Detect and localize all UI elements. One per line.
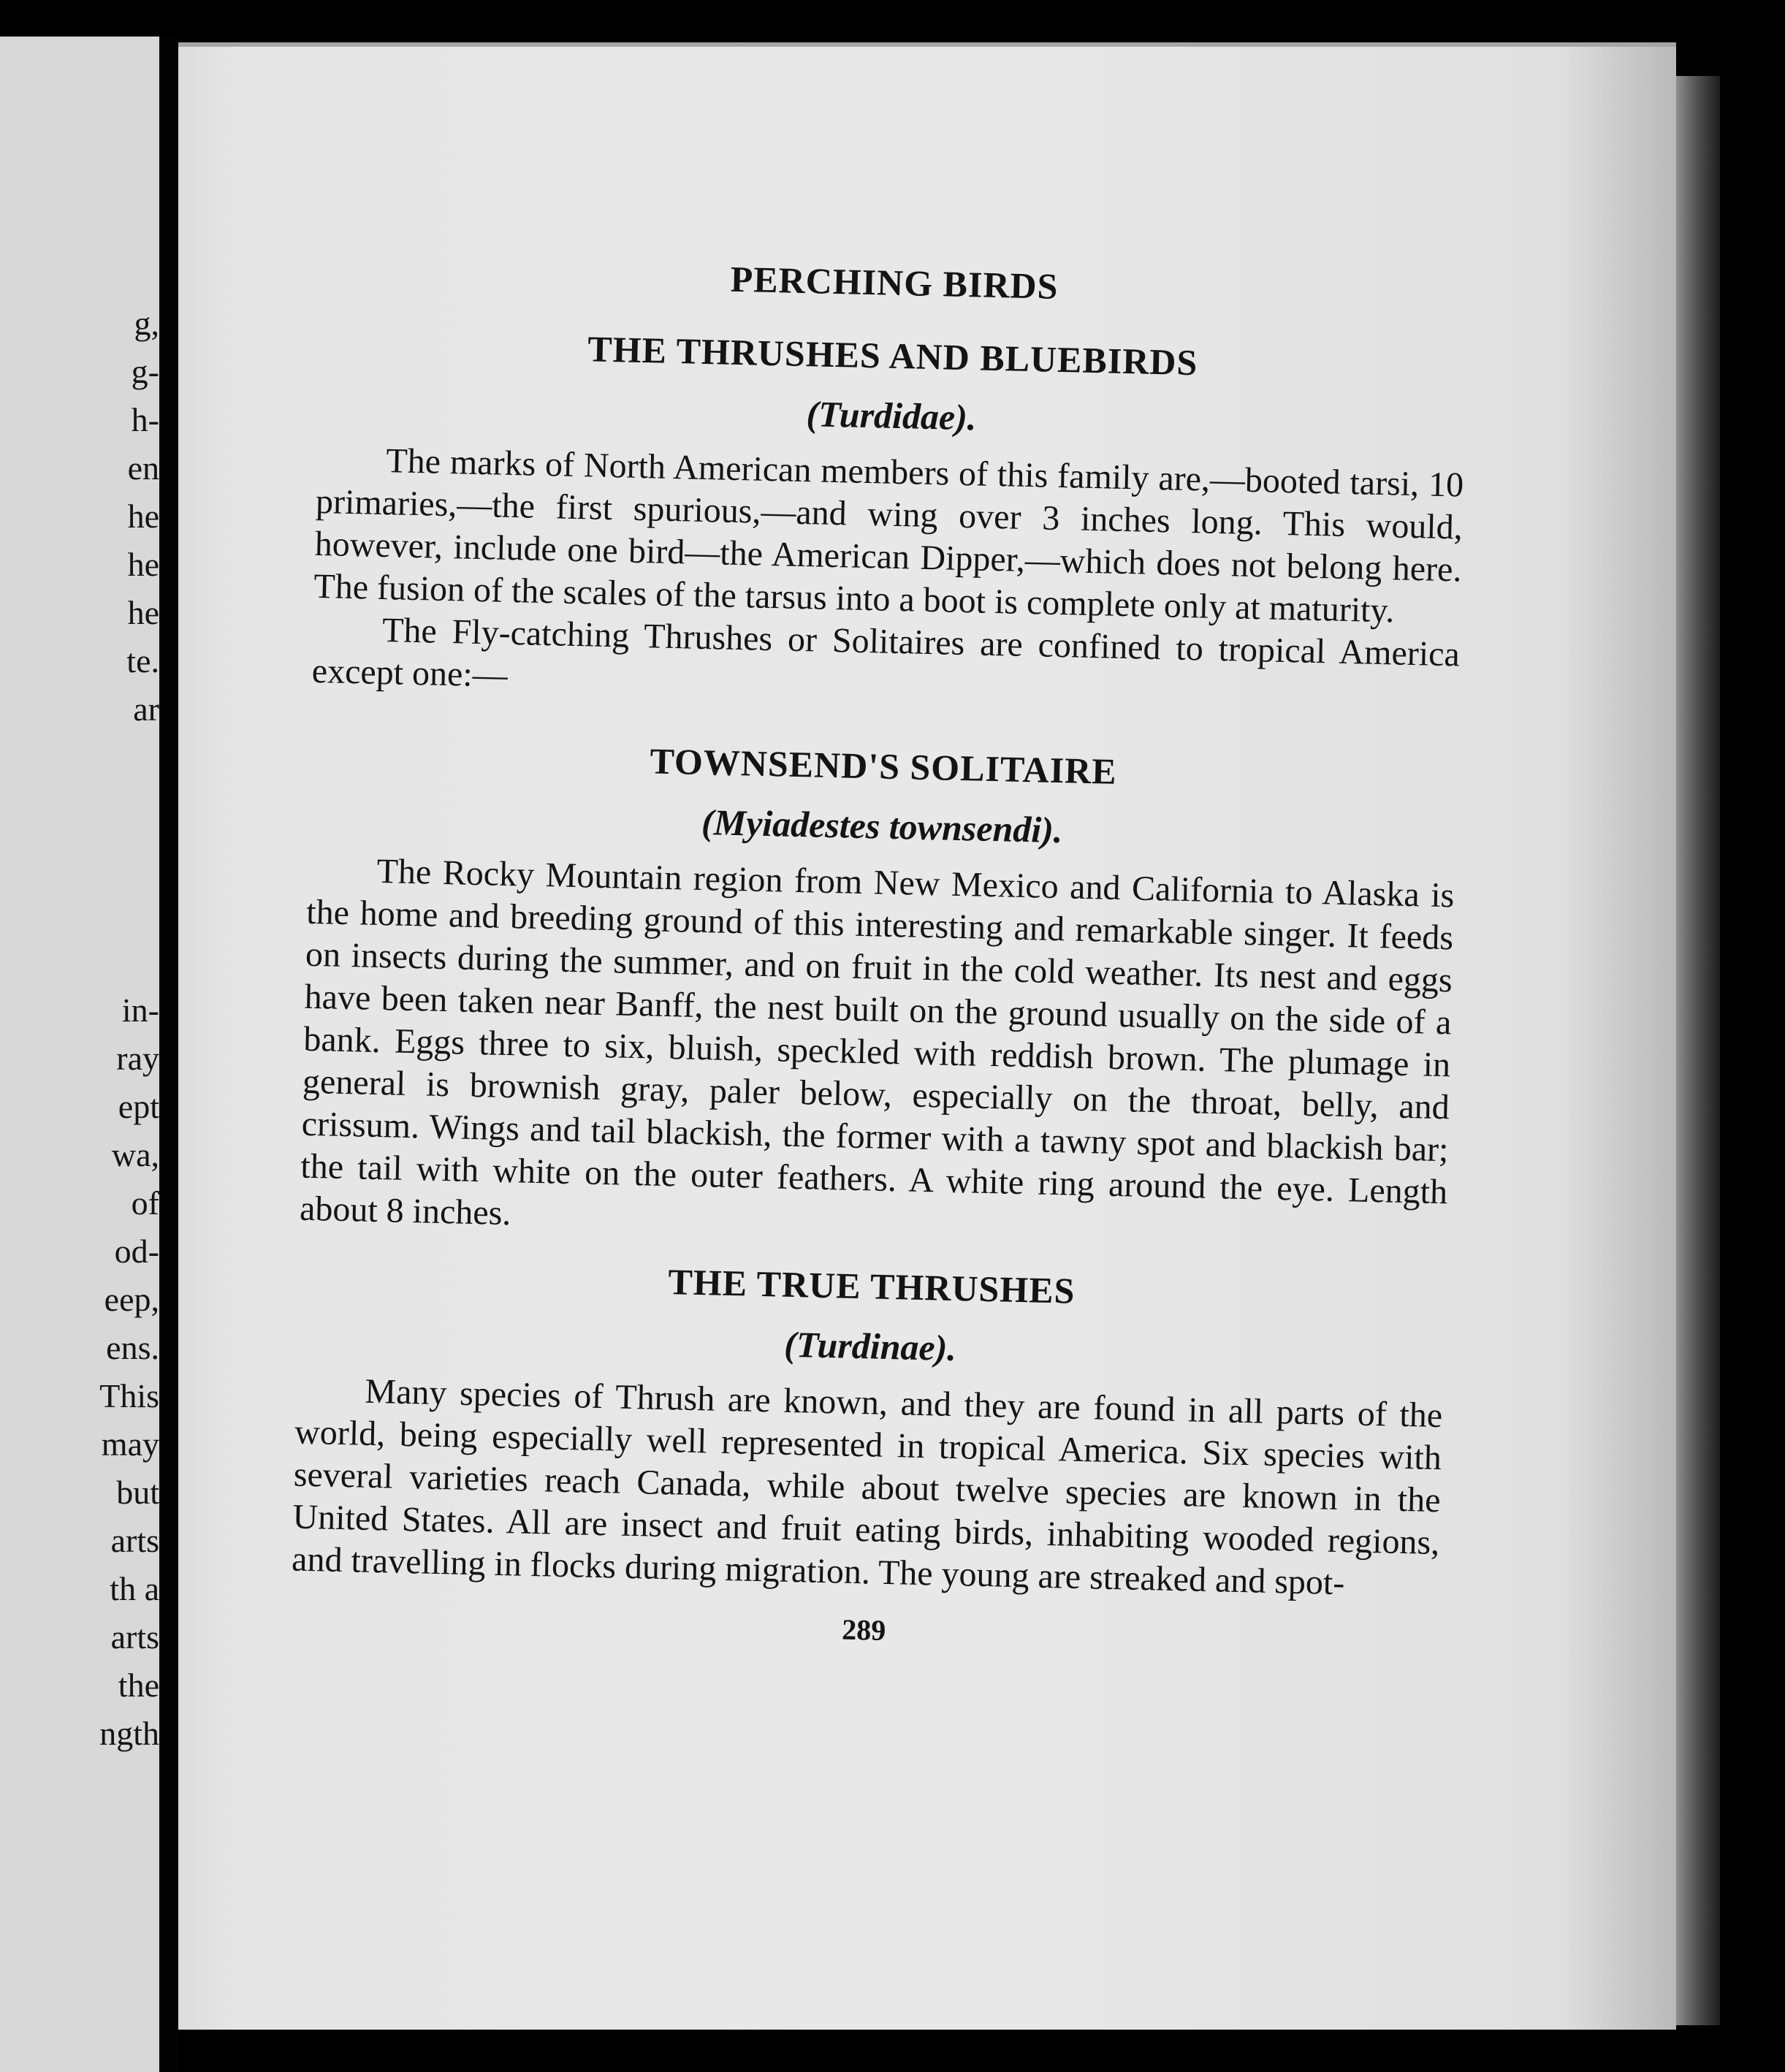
species-heading: TOWNSEND'S SOLITAIRE bbox=[649, 740, 1118, 792]
left-page-fragment: en bbox=[127, 449, 159, 487]
family-paragraph-1: The marks of North American members of this family are,—booted tarsi, 10 primaries,—the first spurious,—and wing over 3 inches long. This would, however, include one bird—the American Dipper,—which does not belong here. The fusion of the scales of the tarsus into a boot is complete only at maturity. bbox=[313, 441, 1464, 631]
left-page-fragment: te. bbox=[126, 642, 159, 679]
left-page-fragment: eep, bbox=[104, 1281, 159, 1318]
left-page-fragment: he bbox=[127, 498, 159, 535]
left-page bbox=[0, 37, 159, 2072]
page-number: 289 bbox=[841, 1612, 886, 1648]
species-paragraph: The Rocky Mountain region from New Mexico and California to Alaska is the home and breeding ground of this interesting and remarkable singer. It feeds on insects during the summer, and on fruit in the cold weather. Its nest and eggs have been taken near Banff, the nest built on the ground usually on the side of a bank. Eggs three to six, bluish, speckled with reddish brown. The plumage in general is brownish gray, paler below, especially on the throat, belly, and crissum. Wings and tail blackish, the former with a tawny spot and blackish bar; the tail with white on the outer feathers. A white ring around the eye. Length about 8 inches. bbox=[299, 851, 1455, 1233]
species-latin-name: (Myiadestes townsendi). bbox=[701, 801, 1064, 851]
left-page-fragment: ray bbox=[116, 1040, 159, 1077]
left-page-fragment: th a bbox=[110, 1570, 159, 1607]
left-page-fragment: he bbox=[127, 594, 159, 631]
right-page-text bbox=[290, 248, 1469, 1660]
left-page-fragment: g, bbox=[134, 305, 159, 342]
left-page-fragment: od- bbox=[114, 1233, 159, 1270]
subfamily-latin-name: (Turdinae). bbox=[783, 1323, 957, 1369]
left-page-fragment: h- bbox=[131, 401, 159, 438]
left-page-fragment: in- bbox=[121, 991, 159, 1029]
left-page-fragment: This bbox=[99, 1377, 159, 1414]
left-page-fragment: arts bbox=[110, 1522, 159, 1559]
page-edge-shadow bbox=[1676, 76, 1720, 2025]
left-page-fragment: ngth bbox=[99, 1715, 159, 1752]
running-head: PERCHING BIRDS bbox=[730, 258, 1059, 307]
family-latin-name: (Turdidae). bbox=[805, 393, 978, 438]
subfamily-paragraph: Many species of Thrush are known, and they are found in all parts of the world, being especially well represented in tropical America. Six species with several varieties reach Canada, while about twelve species are known in the United States. All are insect and fruit eating birds, inhabiting wooded regions, and travelling in flocks during migration. The young are streaked and spot- bbox=[291, 1371, 1443, 1603]
left-page-fragment: but bbox=[116, 1474, 159, 1511]
left-page-fragment: arts bbox=[110, 1618, 159, 1656]
left-page-fragment: he bbox=[127, 546, 159, 583]
subfamily-heading: THE TRUE THRUSHES bbox=[667, 1261, 1076, 1311]
left-page-text-fragments bbox=[0, 37, 159, 2072]
left-page-fragment: ens. bbox=[106, 1329, 159, 1366]
family-paragraph-2: The Fly-catching Thrushes or Solitaires are confined to tropical America except one:— bbox=[311, 611, 1461, 695]
book-binding-gutter bbox=[159, 37, 178, 2072]
left-page-fragment: may bbox=[101, 1425, 159, 1463]
family-heading: THE THRUSHES AND BLUEBIRDS bbox=[587, 328, 1198, 384]
left-page-fragment: the bbox=[118, 1667, 159, 1704]
left-page-fragment: of bbox=[131, 1184, 159, 1222]
left-page-fragment: g- bbox=[131, 353, 159, 390]
left-page-fragment: ept bbox=[118, 1088, 159, 1125]
left-page-fragment: wa, bbox=[111, 1136, 159, 1173]
left-page-fragment: ar bbox=[133, 690, 159, 728]
